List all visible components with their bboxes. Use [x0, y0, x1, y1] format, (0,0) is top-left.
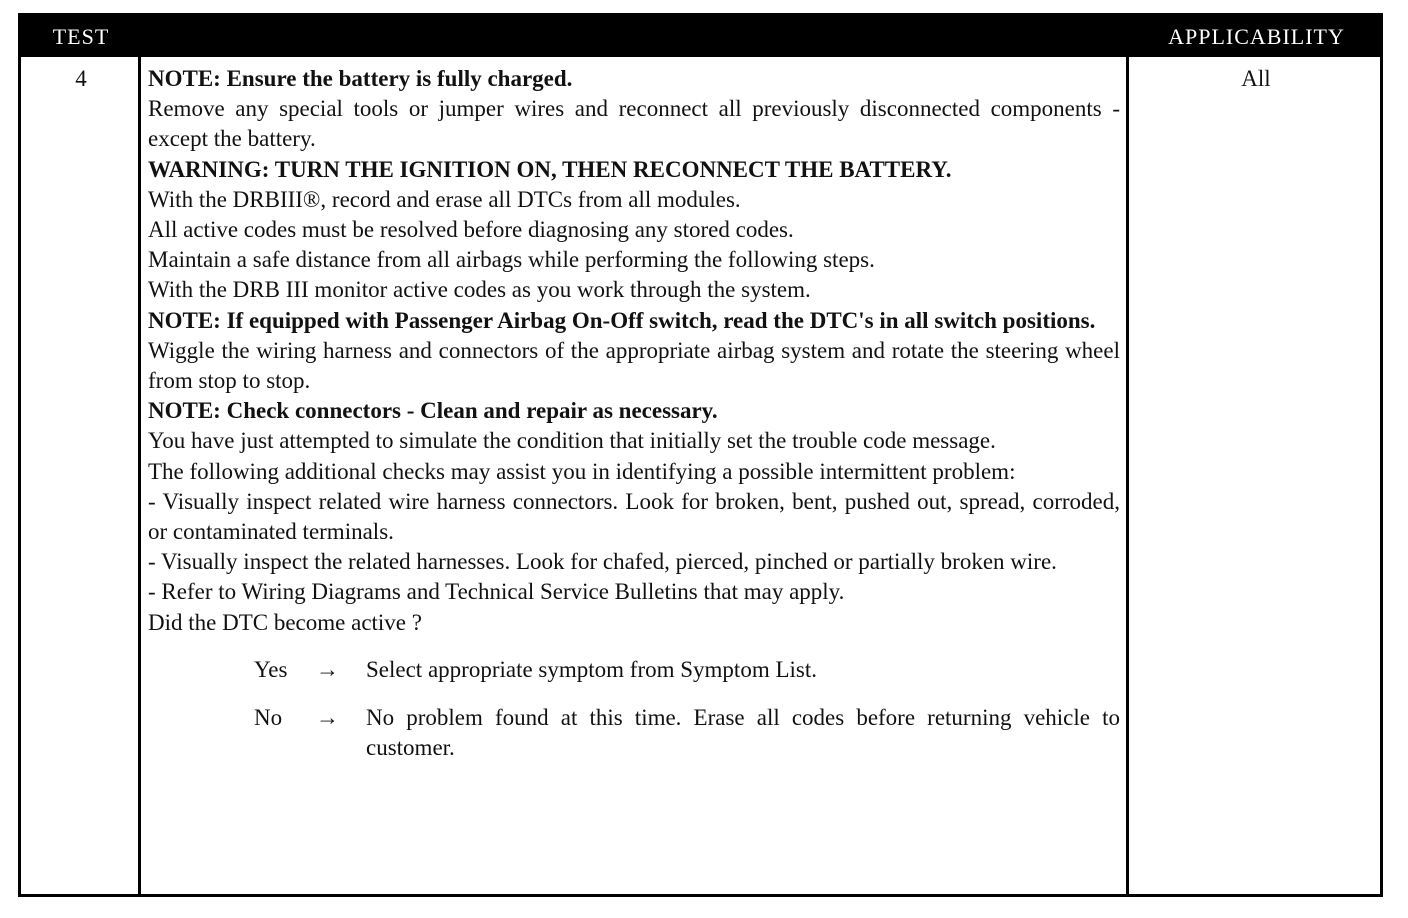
test-number: 4	[75, 66, 87, 91]
column-divider	[138, 57, 141, 894]
action-line: Did the DTC become active ?	[148, 609, 422, 635]
decision-answer: No	[254, 705, 283, 731]
header-test: TEST	[52, 24, 110, 49]
action-line: WARNING: TURN THE IGNITION ON, THEN RECONNECT THE BATTERY.	[148, 156, 952, 182]
decision-yes	[148, 655, 1120, 685]
action-line: With the DRBIII®, record and erase all DTCs from all modules.	[148, 186, 741, 212]
action-line: Remove any special tools or jumper wires and reconnect all previously disconnected components - except the battery.	[148, 96, 1120, 152]
action-line: NOTE: Ensure the battery is fully charged.	[148, 66, 573, 91]
action-line: - Refer to Wiring Diagrams and Technical Service Bulletins that may apply.	[148, 579, 845, 605]
action-line: The following additional checks may assist you in identifying a possible intermittent problem:	[148, 458, 1016, 484]
action-line: - Visually inspect the related harnesses. Look for chafed, pierced, pinched or partially broken wire.	[148, 549, 1057, 575]
action-line: You have just attempted to simulate the condition that initially set the trouble code message.	[148, 428, 996, 454]
right-arrow-icon: →	[316, 656, 339, 682]
decision-no	[148, 703, 1120, 763]
applicability-value: All	[1241, 66, 1271, 91]
decision-result: Select appropriate symptom from Symptom List.	[366, 656, 817, 682]
header-action: ACTION	[590, 66, 683, 91]
diagnostic-table	[18, 13, 1383, 897]
decision-list	[148, 655, 1120, 764]
action-line: Maintain a safe distance from all airbags while performing the following steps.	[148, 247, 875, 273]
action-line: NOTE: If equipped with Passenger Airbag On-Off switch, read the DTC's in all switch positions.	[148, 307, 1096, 333]
decision-result: No problem found at this time. Erase all codes before returning vehicle to customer.	[366, 705, 1120, 761]
decision-answer: Yes	[254, 656, 288, 682]
action-cell	[148, 64, 1120, 781]
action-line: All active codes must be resolved before diagnosing any stored codes.	[148, 217, 794, 243]
action-line: Wiggle the wiring harness and connectors of the appropriate airbag system and rotate the steering wheel from stop to stop.	[148, 337, 1120, 394]
action-line: NOTE: Check connectors - Clean and repair as necessary.	[148, 398, 718, 424]
action-line: With the DRB III monitor active codes as you work through the system.	[148, 277, 811, 303]
right-arrow-icon: →	[316, 705, 339, 731]
header-applicability: APPLICABILITY	[1168, 24, 1345, 49]
column-divider	[1126, 57, 1129, 894]
action-line: - Visually inspect related wire harness connectors. Look for broken, bent, pushed out, spread, corroded, or contaminated terminals.	[148, 488, 1120, 545]
